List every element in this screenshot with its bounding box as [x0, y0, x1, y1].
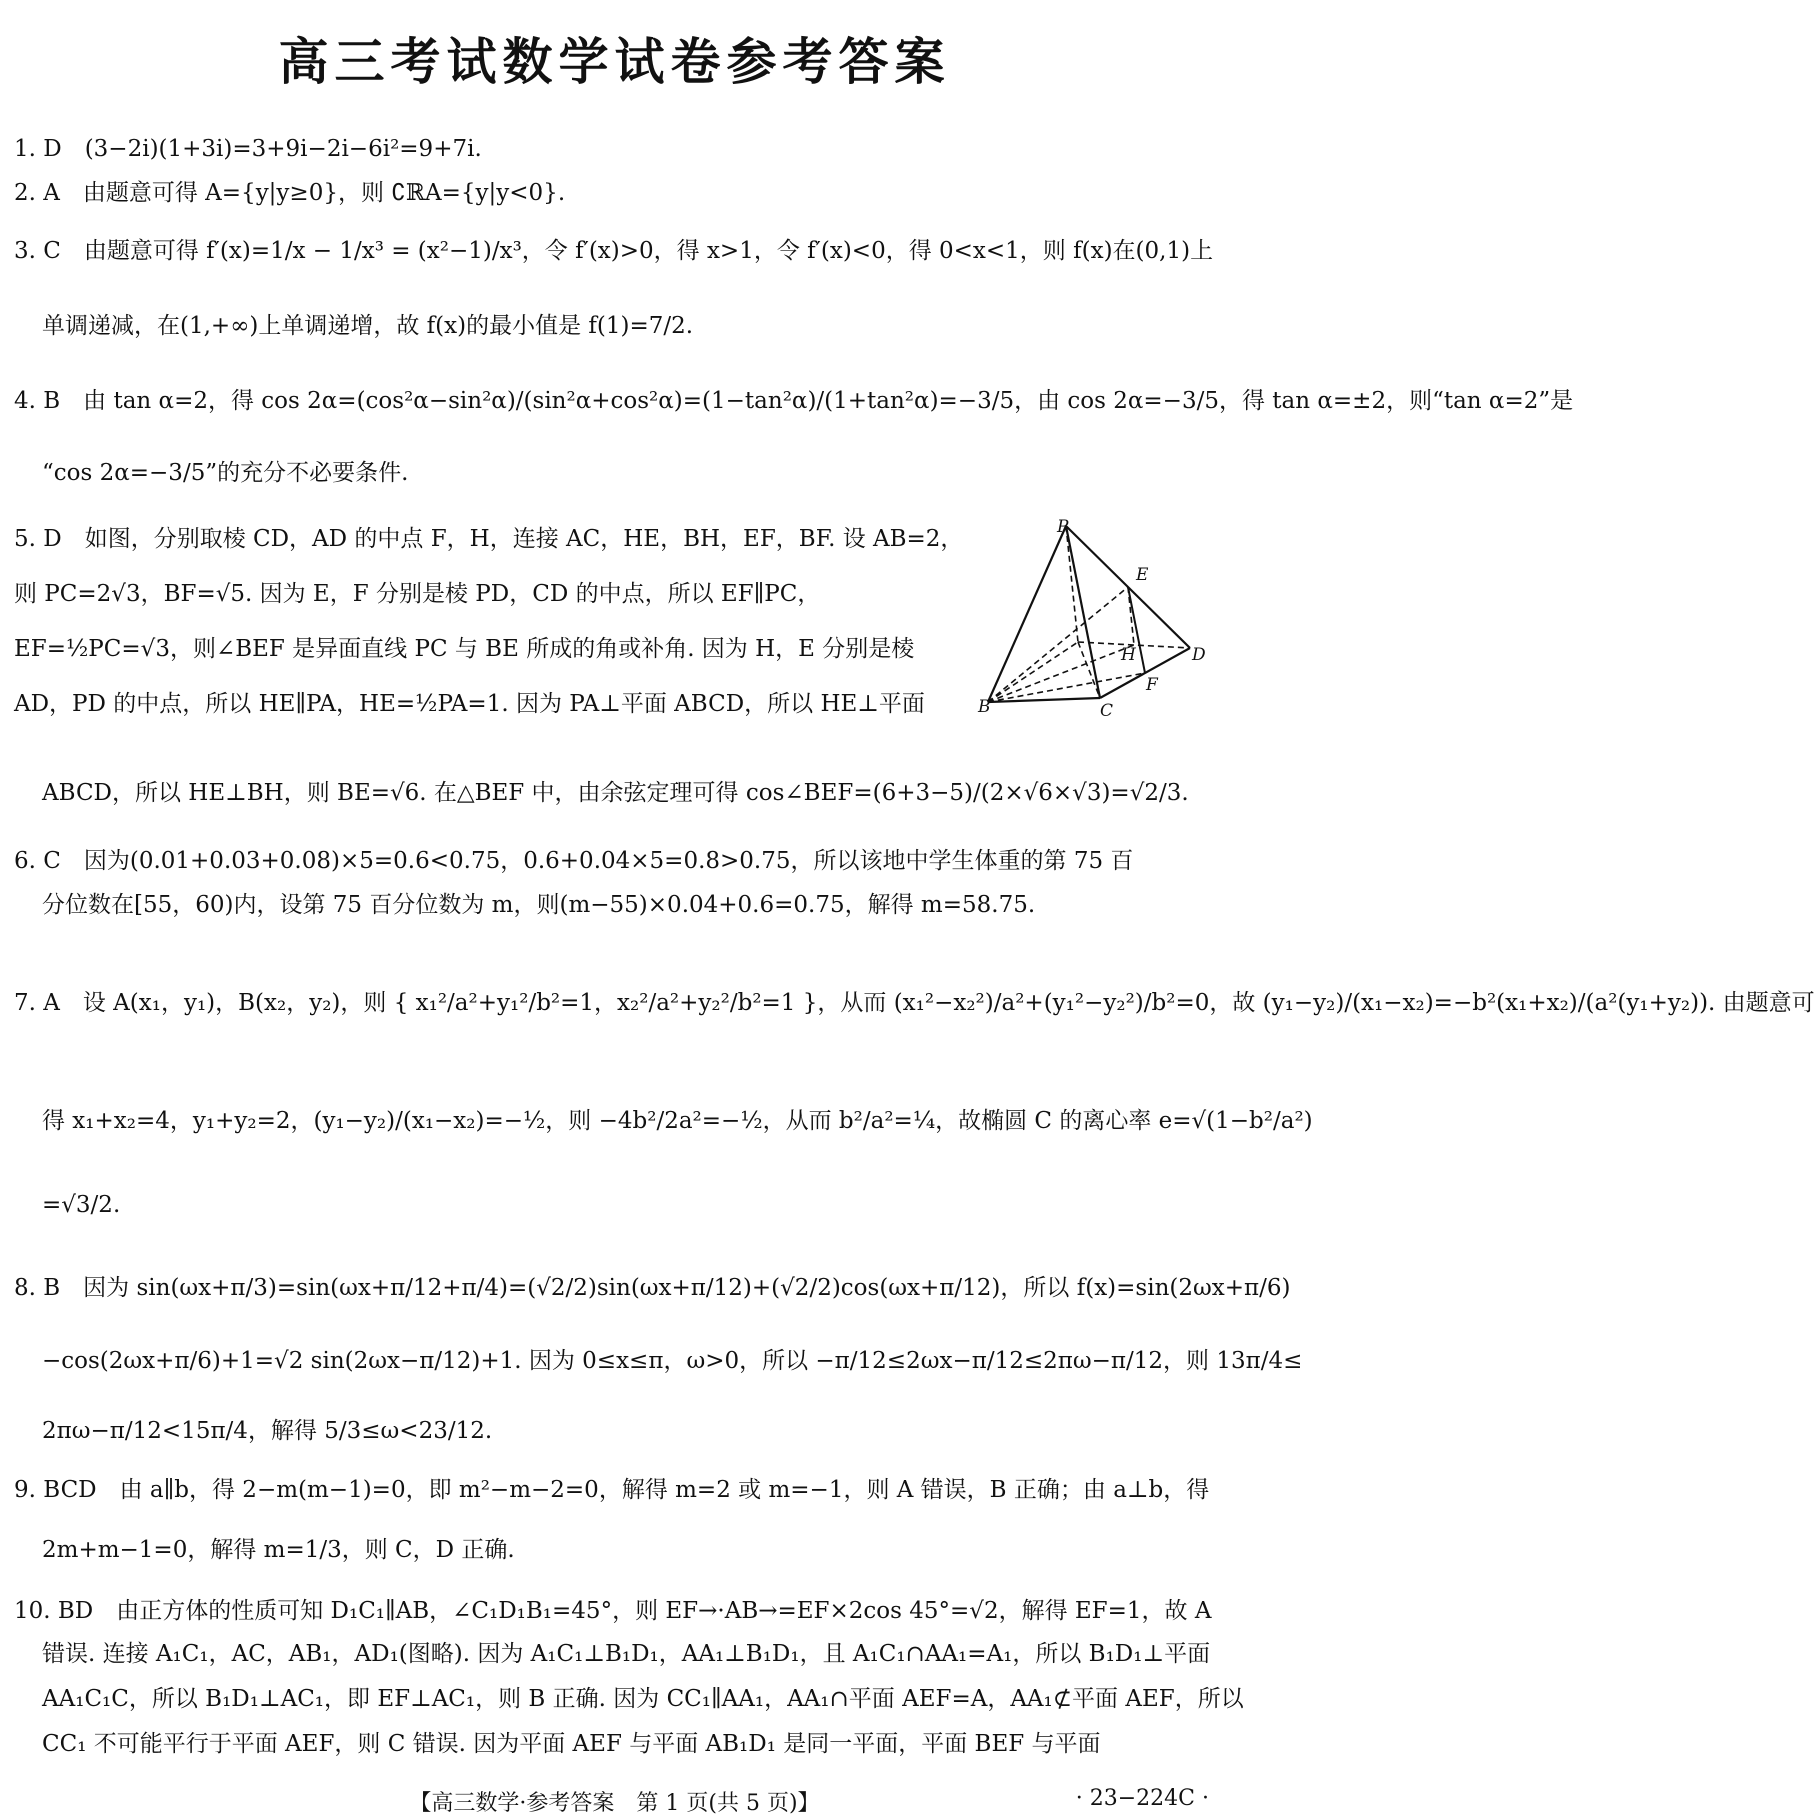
label-p: P [1057, 517, 1069, 537]
answer-6-line-2: 分位数在[55，60)内，设第 75 百分位数为 m，则(m−55)×0.04+0.6=0.75，解得 m=58.75. [42, 892, 1036, 918]
answer-5-body: 5. D 如图，分别取棱 CD，AD 的中点 F，H，连接 AC，HE，BH，EF，BF. 设 AB=2，则 PC=2√3，BF=√5. 因为 E，F 分别是棱 PD，CD 的中点，所以 EF∥PC，EF=½PC=√3，则∠BEF 是异面直线 PC 与 BE 所成的角或补角. 因为 H，E 分别是棱 AD，PD 的中点，所以 HE∥PA，HE=½PA=1. 因为 PA⊥平面 ABCD，所以 HE⊥平面 [14, 526, 964, 717]
answer-5-line-end: ABCD，所以 HE⊥BH，则 BE=√6. 在△BEF 中，由余弦定理可得 cos∠BEF=(6+3−5)/(2×√6×√3)=√2/3. [42, 780, 1189, 806]
label-d: D [1192, 645, 1206, 665]
answer-3-line-2: 单调递减，在(1,+∞)上单调递增，故 f(x)的最小值是 f(1)=7/2. [42, 313, 694, 339]
answer-7-line-2: 得 x₁+x₂=4，y₁+y₂=2，(y₁−y₂)/(x₁−x₂)=−½，则 −4b²/2a²=−½，从而 b²/a²=¼，故椭圆 C 的离心率 e=√(1−b²/a²) [42, 1108, 1313, 1134]
answer-1: 1. D (3−2i)(1+3i)=3+9i−2i−6i²=9+7i. [14, 136, 482, 162]
answer-9-line-1: 9. BCD 由 a∥b，得 2−m(m−1)=0，即 m²−m−2=0，解得 m=2 或 m=−1，则 A 错误，B 正确；由 a⊥b，得 [14, 1477, 1210, 1503]
label-b: B [978, 697, 991, 717]
answer-6-line-1: 6. C 因为(0.01+0.03+0.08)×5=0.6<0.75，0.6+0.04×5=0.8>0.75，所以该地中学生体重的第 75 百 [14, 848, 1134, 874]
page-title: 高三考试数学试卷参考答案 [278, 33, 951, 91]
label-c: C [1100, 701, 1114, 721]
answer-10-line-1: 10. BD 由正方体的性质可知 D₁C₁∥AB，∠C₁D₁B₁=45°，则 EF→·AB→=EF×2cos 45°=√2，解得 EF=1，故 A [14, 1598, 1212, 1624]
answer-7-line-1: 7. A 设 A(x₁，y₁)，B(x₂，y₂)，则 { x₁²/a²+y₁²/b²=1，x₂²/a²+y₂²/b²=1 }，从而 (x₁²−x₂²)/a²+(y₁²−y₂²)/b²=0，故 (y₁−y₂)/(x₁−x₂)=−b²(x₁+x₂)/(a²(y₁+y₂)). 由题意可 [14, 990, 1815, 1016]
document-code: · 23−224C · [1075, 1786, 1209, 1811]
answer-8-line-1: 8. B 因为 sin(ωx+π/3)=sin(ωx+π/12+π/4)=(√2/2)sin(ωx+π/12)+(√2/2)cos(ωx+π/12)，所以 f(x)=sin(2ωx+π/6) [14, 1275, 1291, 1301]
answer-8-line-2: −cos(2ωx+π/6)+1=√2 sin(2ωx−π/12)+1. 因为 0≤x≤π，ω>0，所以 −π/12≤2ωx−π/12≤2πω−π/12，则 13π/4≤ [42, 1348, 1303, 1374]
edge-bc [988, 698, 1100, 702]
pyramid-figure [978, 517, 1208, 730]
label-h: H [1121, 645, 1136, 665]
answer-3-line-1: 3. C 由题意可得 f′(x)=1/x − 1/x³ = (x²−1)/x³，令 f′(x)>0，得 x>1，令 f′(x)<0，得 0<x<1，则 f(x)在(0,1)上 [14, 238, 1214, 264]
page-footer: 【高三数学·参考答案 第 1 页(共 5 页)】 [409, 1791, 820, 1816]
label-e: E [1136, 565, 1149, 585]
edge-pc [1066, 526, 1100, 698]
answer-10-line-4: CC₁ 不可能平行于平面 AEF，则 C 错误. 因为平面 AEF 与平面 AB₁D₁ 是同一平面，平面 BEF 与平面 [42, 1731, 1101, 1757]
answer-4-line-2: “cos 2α=−3/5”的充分不必要条件. [42, 460, 409, 486]
answer-10-line-2: 错误. 连接 A₁C₁，AC，AB₁，AD₁(图略). 因为 A₁C₁⊥B₁D₁，AA₁⊥B₁D₁，且 A₁C₁∩AA₁=A₁，所以 B₁D₁⊥平面 [42, 1641, 1211, 1667]
label-f: F [1146, 675, 1158, 695]
answer-4-line-1: 4. B 由 tan α=2，得 cos 2α=(cos²α−sin²α)/(sin²α+cos²α)=(1−tan²α)/(1+tan²α)=−3/5，由 cos 2α=−3/5，得 tan α=±2，则“tan α=2”是 [14, 388, 1574, 414]
segment-be [988, 587, 1128, 702]
edge-pa [1066, 526, 1078, 642]
answer-2: 2. A 由题意可得 A={y|y≥0}，则 ∁ℝA={y|y<0}. [14, 180, 566, 206]
segment-bf [988, 673, 1145, 702]
answer-9-line-2: 2m+m−1=0，解得 m=1/3，则 C，D 正确. [42, 1537, 515, 1563]
answer-8-line-3: 2πω−π/12<15π/4，解得 5/3≤ω<23/12. [42, 1418, 493, 1444]
answer-10-line-3: AA₁C₁C，所以 B₁D₁⊥AC₁，即 EF⊥AC₁，则 B 正确. 因为 CC₁∥AA₁，AA₁∩平面 AEF=A，AA₁⊄平面 AEF，所以 [42, 1686, 1244, 1712]
answer-7-line-3: =√3/2. [42, 1192, 121, 1218]
edge-ac [1078, 642, 1100, 698]
